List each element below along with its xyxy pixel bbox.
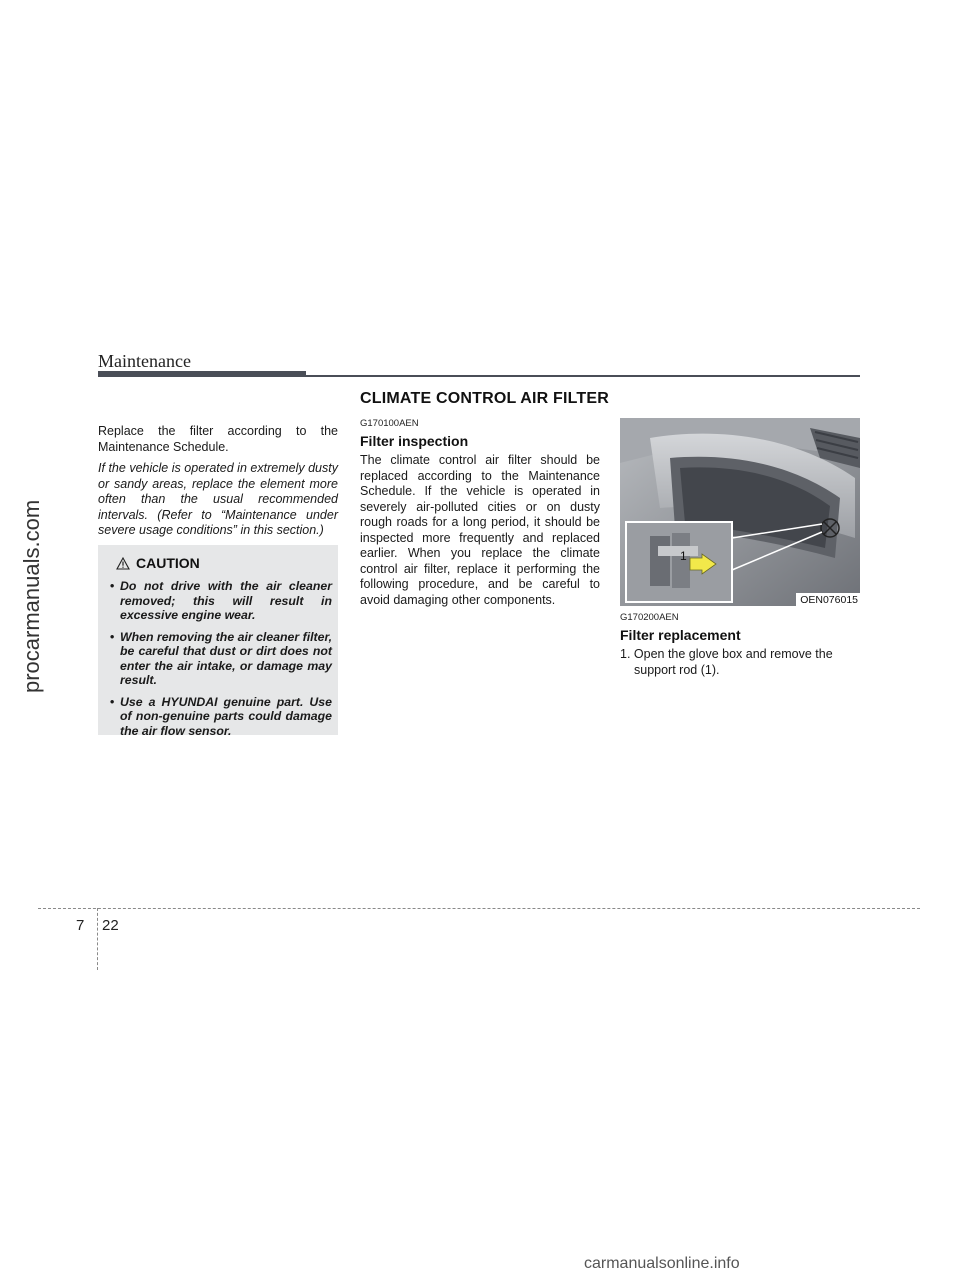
caution-title: CAUTION <box>136 555 200 571</box>
caution-item: • When removing the air cleaner filter, be careful that dust or dirt does not enter the air intake, or damage may result. <box>106 630 332 688</box>
filter-inspection-text: The climate control air filter should be replaced according to the Maintenance Schedule. If the vehicle is operated in severely air-polluted cities or on dusty rough roads for a long period, it should be inspected more frequently and replaced earlier. When you replace the climate control air filter, replace it performing the following procedure, and be careful to avoid damaging other components. <box>360 453 600 607</box>
header-rule <box>306 375 860 377</box>
side-watermark: procarmanuals.com <box>19 499 44 693</box>
bottom-watermark: carmanualsonline.info <box>584 1255 740 1272</box>
glove-box-photo <box>620 418 860 606</box>
page-number: 22 <box>102 917 119 934</box>
right-column <box>620 612 860 678</box>
glove-box-illustration <box>620 418 860 606</box>
caution-box <box>98 545 338 738</box>
chapter-number: 7 <box>76 917 85 934</box>
footer-rule <box>38 908 920 909</box>
section-code: G170100AEN <box>360 418 419 429</box>
page-heading: CLIMATE CONTROL AIR FILTER <box>360 390 610 407</box>
caution-item: • Use a HYUNDAI genuine part. Use of non-genuine parts could damage the air flow sensor. <box>106 695 332 739</box>
caution-item: • Do not drive with the air cleaner removed; this will result in excessive engine wear. <box>106 579 332 623</box>
header-bar <box>98 371 306 377</box>
callout-number: 1 <box>680 549 687 563</box>
left-column <box>98 424 338 545</box>
figure-label: OEN076015 <box>796 593 860 606</box>
filter-inspection-heading: Filter inspection <box>360 433 469 449</box>
middle-column <box>360 418 600 608</box>
intro-paragraph: Replace the filter according to the Maintenance Schedule. <box>98 424 338 454</box>
warning-triangle-icon <box>116 557 130 570</box>
section-title: Maintenance <box>98 351 191 371</box>
severe-usage-note: If the vehicle is operated in extremely dusty or sandy areas, replace the element more often than the usual recommended intervals. (Refer to “Maintenance under severe usage conditions” in this section.) <box>98 461 338 537</box>
section-code: G170200AEN <box>620 612 679 623</box>
step-1: 1. Open the glove box and remove the support rod (1). <box>620 647 833 677</box>
filter-replacement-heading: Filter replacement <box>620 627 741 643</box>
caution-header <box>116 555 200 571</box>
caution-list <box>106 579 332 745</box>
footer-divider <box>97 908 98 970</box>
